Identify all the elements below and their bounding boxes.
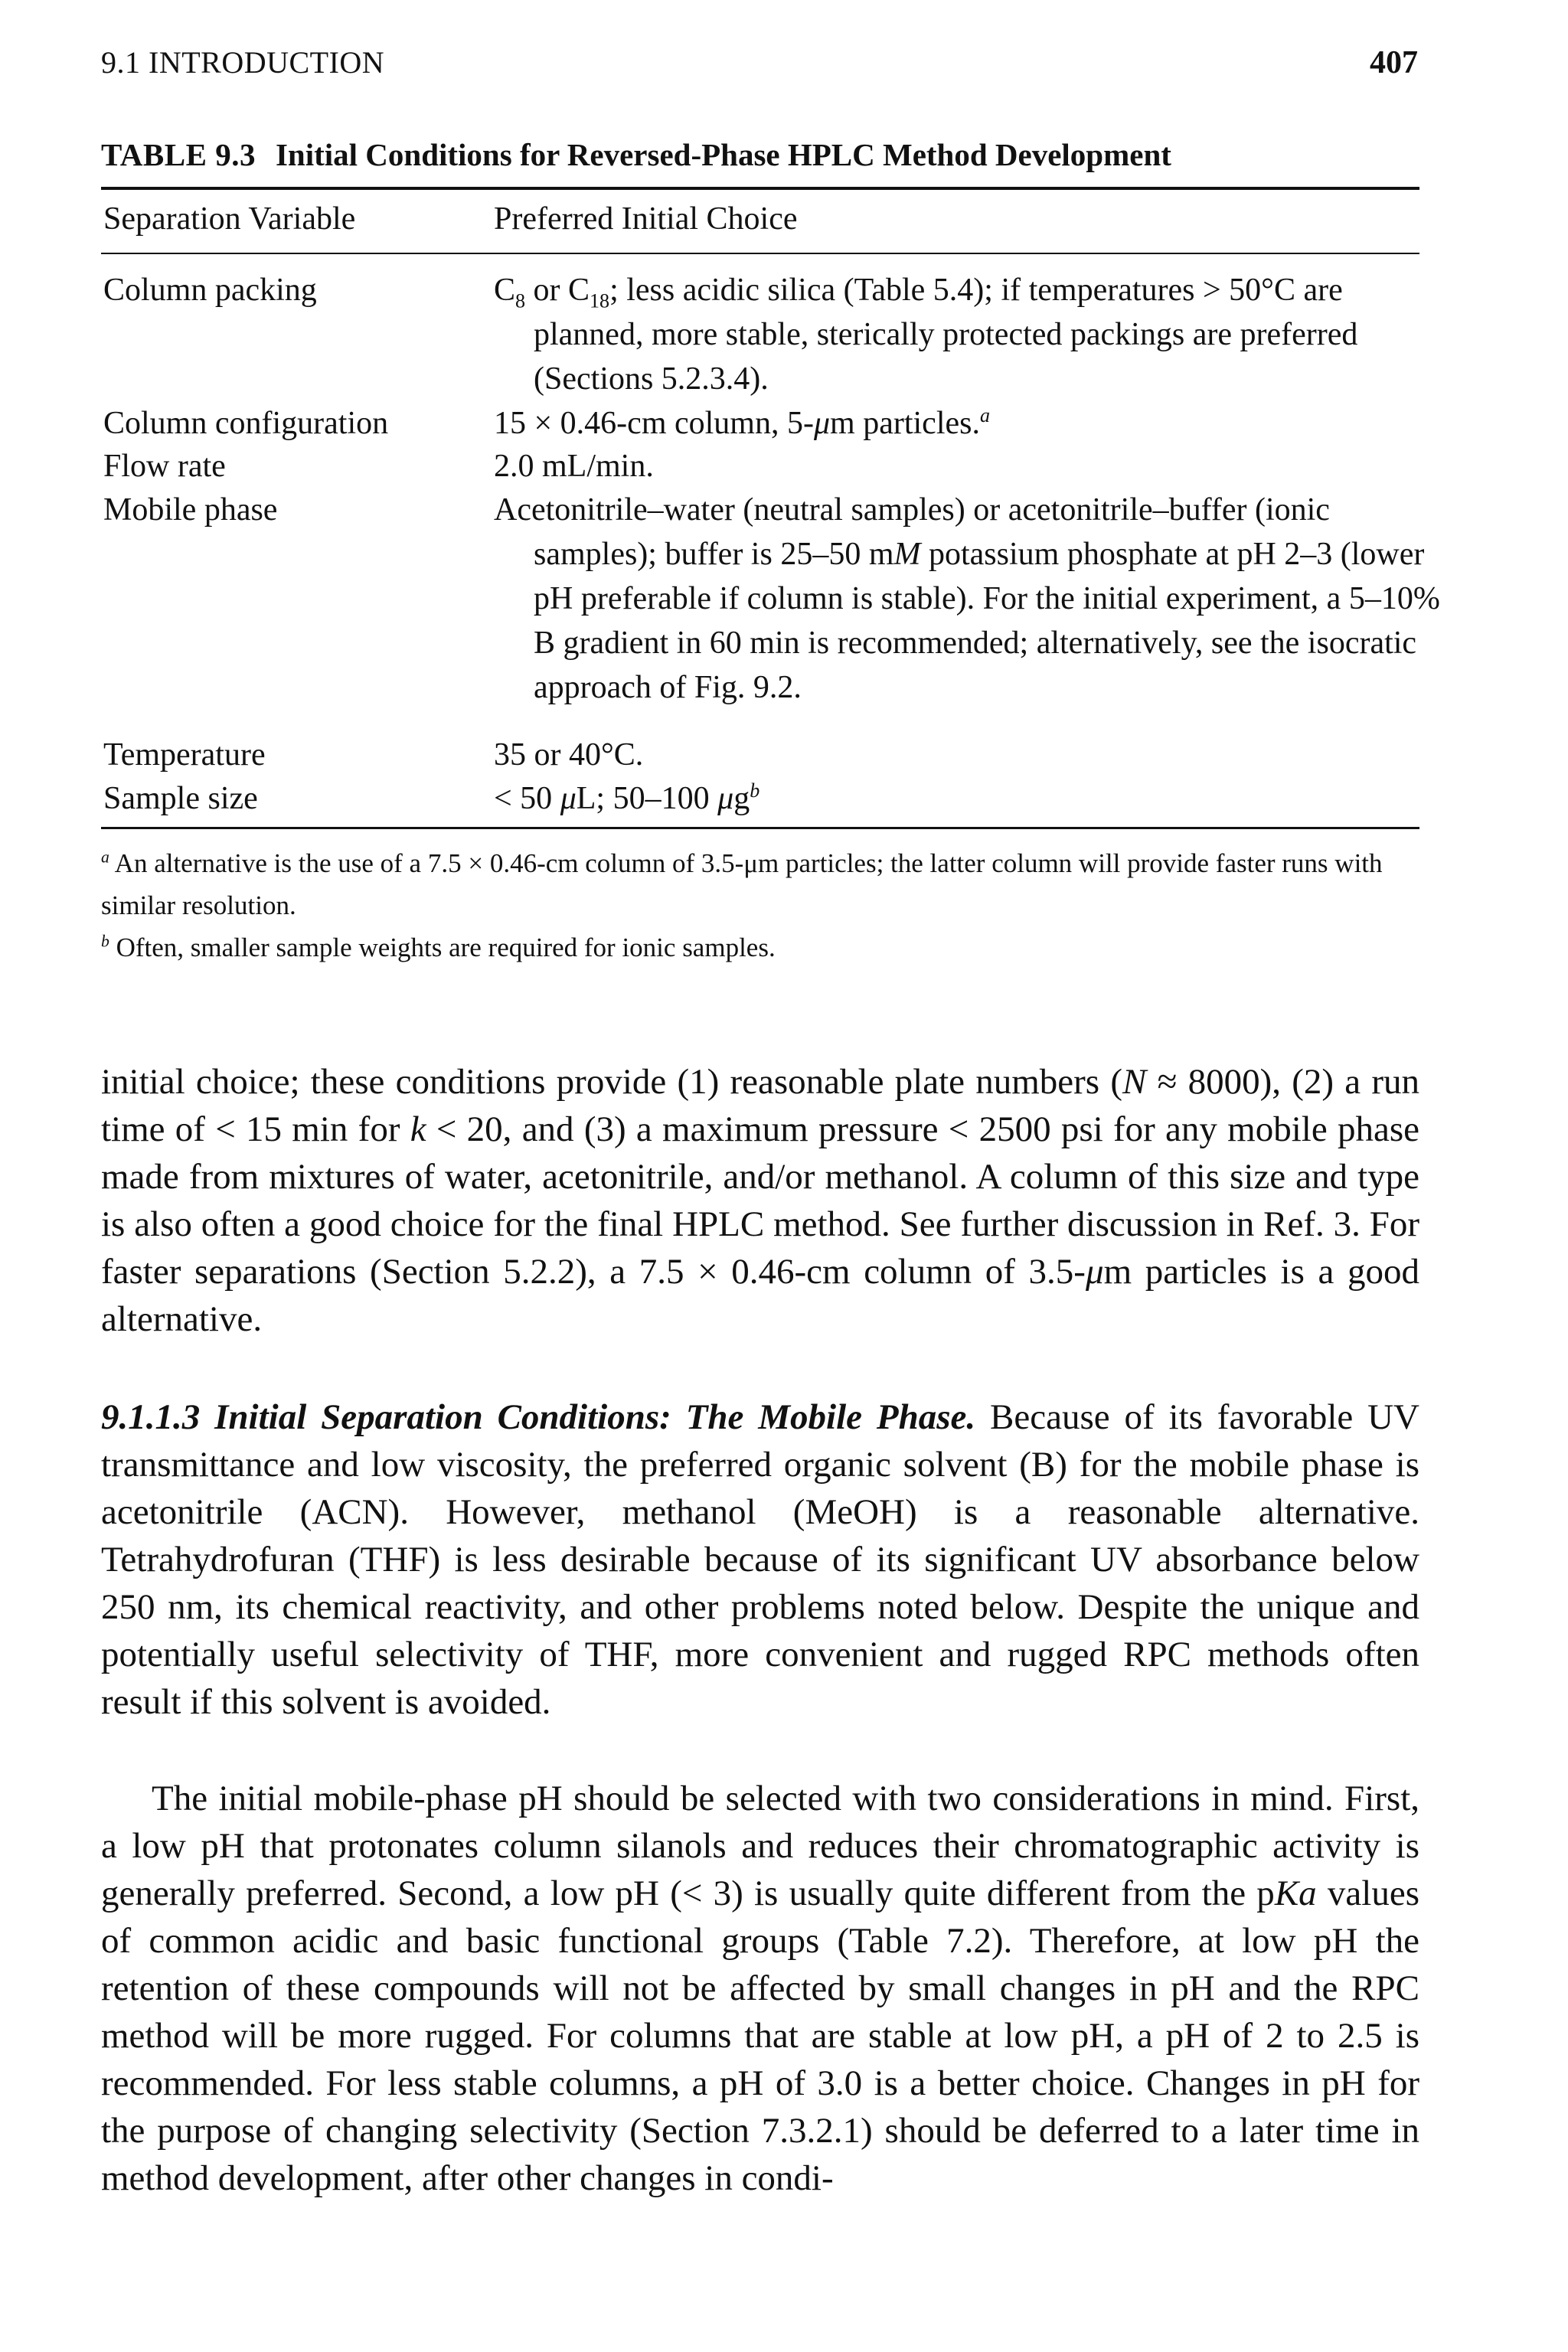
table-bottom-rule (101, 827, 1419, 829)
row-choice: Acetonitrile–water (neutral samples) or acetonitrile–buffer (ionic samples); buffer is 25–50 mM potassium phosphate at pH 2–3 (lower pH preferable if column is stable). For the initial experiment, a 5–10% B gradient in 60 min is recommended; alternatively, see the isocratic approach of Fig. 9.2. (494, 492, 1440, 705)
table-title: Initial Conditions for Reversed-Phase HPLC Method Development (275, 137, 1171, 172)
row-choice: 35 or 40°C. (494, 737, 644, 773)
row-variable: Sample size (103, 781, 258, 816)
row-choice: $C_8$ or $C_{18}$; less acidic silica (Table 5.4); if temperatures > 50°C are planned, more stable, sterically protected packings are preferred (Sections 5.2.3.4). (494, 273, 1358, 397)
table-footnote-a (101, 842, 1418, 926)
page-number: 407 (1370, 45, 1418, 80)
table-header-variable: Separation Variable (103, 201, 356, 237)
footnote-text: Often, smaller sample weights are required for ionic samples. (116, 933, 776, 962)
row-choice: < 50 μL; 50–100 $\mu g^b$ (494, 779, 760, 816)
footnote-text: An alternative is the use of a 7.5 × 0.46-cm column of 3.5-μm particles; the latter column will provide faster runs with similar resolution. (101, 848, 1383, 920)
row-choice: 15 × 0.46-cm column, 5-μm particles.$^a$ (494, 404, 990, 441)
table-label: TABLE 9.3 (101, 137, 256, 172)
table-header-rule (101, 253, 1419, 254)
row-variable: Temperature (103, 737, 266, 773)
table-caption (101, 136, 1171, 173)
running-head-section: 9.1 INTRODUCTION (101, 45, 385, 80)
table-header-choice: Preferred Initial Choice (494, 201, 798, 237)
paragraph-mobile-phase-ph: The initial mobile-phase pH should be selected with two considerations in mind. First, a low pH that protonates column silanols and reduces their chromatographic activity is generally preferred. Second, a low pH (< 3) is usually quite different from the pKa values of common acidic and basic functional groups (Table 7.2). Therefore, at low pH the retention of these compounds will not be affected by small changes in pH and the RPC method will be more rugged. For columns that are stable at low pH, a pH of 2 to 2.5 is recommended. For less stable columns, a pH of 3.0 is a better choice. Changes in pH for the purpose of changing selectivity (Section 7.3.2.1) should be deferred to a later time in method development, after other changes in condi- (101, 1779, 1419, 2198)
row-choice: 2.0 mL/min. (494, 449, 654, 484)
row-variable: Column configuration (103, 406, 389, 441)
paragraph-initial-choice: initial choice; these conditions provide (1) reasonable plate numbers (N ≈ 8000), (2) a run time of < 15 min for k < 20, and (3) a maximum pressure < 2500 psi for any mobile phase made from mixtures of water, acetonitrile, and/or methanol. A column of this size and type is also often a good choice for the final HPLC method. See further discussion in Ref. 3. For faster separations (Section 5.2.2), a 7.5 × 0.46-cm column of 3.5-μm particles is a good alternative. (101, 1062, 1419, 1339)
footnote-marker: b (101, 932, 109, 951)
row-variable: Mobile phase (103, 492, 278, 528)
table-footnote-b (101, 926, 1418, 969)
section-heading: 9.1.1.3 Initial Separation Conditions: The Mobile Phase. (101, 1397, 976, 1437)
footnote-marker: a (101, 848, 109, 867)
row-variable: Column packing (103, 273, 317, 308)
row-variable: Flow rate (103, 449, 226, 484)
section-9-1-1-3 (101, 1393, 1419, 1726)
table-top-rule (101, 187, 1419, 190)
section-paragraph: Because of its favorable UV transmittance and low viscosity, the preferred organic solvent (B) for the mobile phase is acetonitrile (ACN). However, methanol (MeOH) is a reasonable alternative. Tetrahydrofuran (THF) is less desirable because of its significant UV absorbance below 250 nm, its chemical reactivity, and other problems noted below. Despite the unique and potentially useful selectivity of THF, more convenient and rugged RPC methods often result if this solvent is avoided. (101, 1397, 1420, 1722)
running-head (101, 44, 1418, 87)
